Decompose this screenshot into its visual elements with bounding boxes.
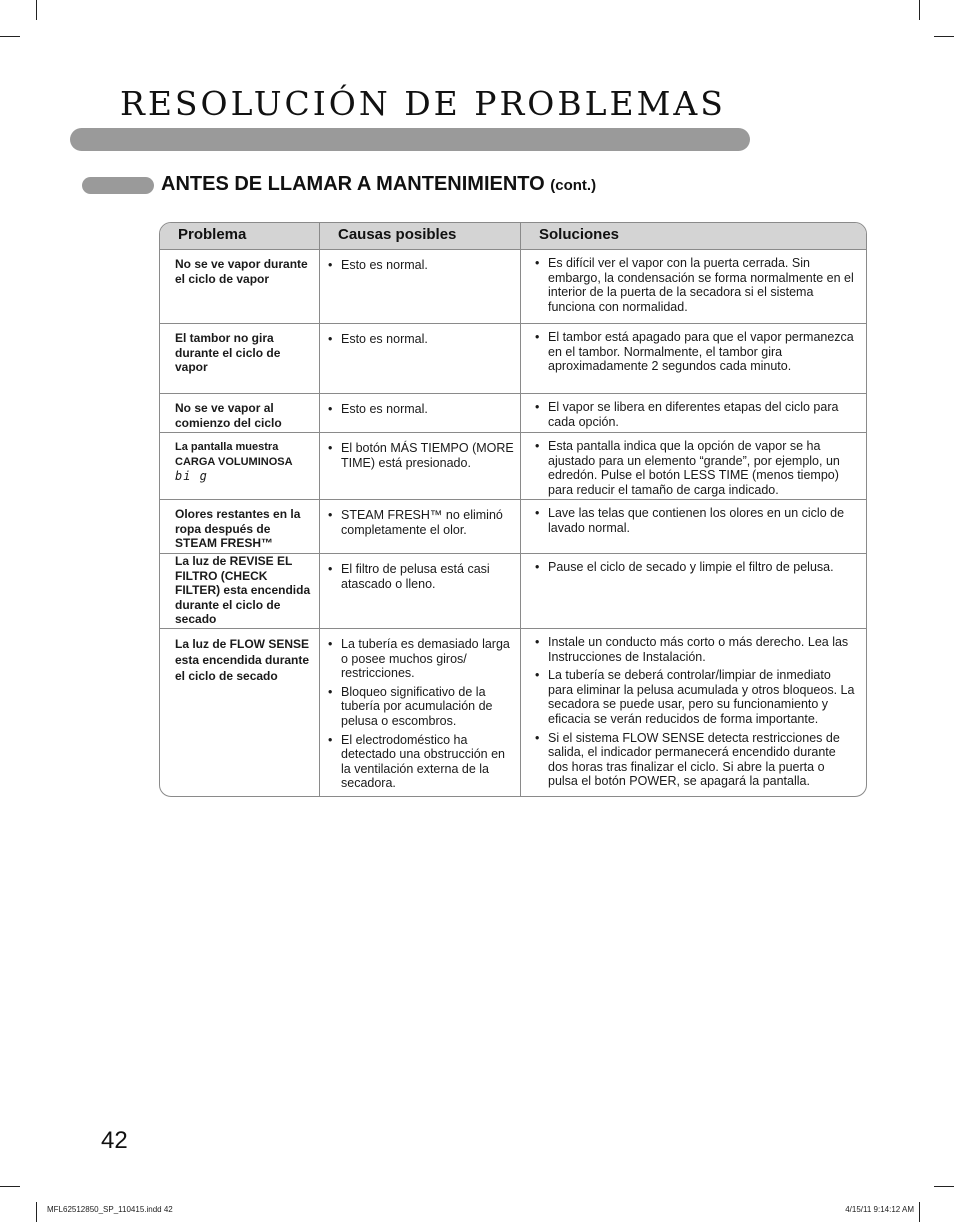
- section-heading-suffix: (cont.): [550, 177, 597, 194]
- causes-cell: [320, 554, 521, 628]
- causes-cell: [320, 324, 521, 393]
- problem-cell: [160, 629, 320, 796]
- crop-mark: [919, 1202, 920, 1222]
- header-problem: Problema: [160, 223, 320, 249]
- section-heading-text: ANTES DE LLAMAR A MANTENIMIENTO: [161, 173, 545, 195]
- solutions-cell: [521, 250, 866, 323]
- problem-text: No se ve vapor al comienzo del ciclo: [175, 401, 282, 430]
- cause-item: • La tubería es demasiado larga o posee muchos giros/ restricciones.: [327, 637, 514, 681]
- cause-item: • Bloqueo significativo de la tubería por acumulación de pelusa o escombros.: [327, 685, 514, 729]
- table-row: [160, 499, 866, 553]
- solutions-cell: [521, 433, 866, 499]
- cause-item: • Esto es normal.: [327, 332, 514, 347]
- solutions-cell: [521, 500, 866, 553]
- solutions-cell: [521, 394, 866, 432]
- cause-item: • El filtro de pelusa está casi atascado o lleno.: [327, 562, 514, 591]
- footer-file-info: MFL62512850_SP_110415.indd 42: [47, 1205, 173, 1214]
- problem-cell: [160, 250, 320, 323]
- display-readout: bi g: [175, 469, 208, 483]
- table-row: [160, 432, 866, 499]
- problem-cell: [160, 433, 320, 499]
- solution-item: • Pause el ciclo de secado y limpie el filtro de pelusa.: [534, 560, 856, 575]
- solution-item: • Lave las telas que contienen los olores en un ciclo de lavado normal.: [534, 506, 856, 535]
- crop-mark: [0, 36, 20, 37]
- problem-text: El tambor no gira durante el ciclo de vapor: [175, 331, 281, 374]
- cause-item: • Esto es normal.: [327, 258, 514, 273]
- table-header-row: [160, 223, 866, 249]
- problem-text: La luz de REVISE EL FILTRO (CHECK FILTER) esta encendida durante el ciclo de secado: [175, 554, 311, 626]
- cause-item: • STEAM FRESH™ no eliminó completamente el olor.: [327, 508, 514, 537]
- cause-item: • El electrodoméstico ha detectado una obstrucción en la ventilación externa de la secadora.: [327, 733, 514, 791]
- solution-item: • Instale un conducto más corto o más derecho. Lea las Instrucciones de Instalación.: [534, 635, 856, 664]
- crop-mark: [0, 1186, 20, 1187]
- table-row: [160, 393, 866, 432]
- page-title: RESOLUCIÓN DE PROBLEMAS: [120, 84, 726, 123]
- crop-mark: [36, 0, 37, 20]
- causes-cell: [320, 250, 521, 323]
- crop-mark: [919, 0, 920, 20]
- solution-item: • El vapor se libera en diferentes etapas del ciclo para cada opción.: [534, 400, 856, 429]
- solution-item: • La tubería se deberá controlar/limpiar de inmediato para eliminar la pelusa acumulada y otros bloqueos. La secadora se puede usar, pero su funcionamiento y eficacia se verán reducidos de forma importante.: [534, 668, 856, 726]
- crop-mark: [934, 36, 954, 37]
- section-marker-pill: [82, 177, 154, 194]
- table-row: [160, 249, 866, 323]
- causes-cell: [320, 394, 521, 432]
- section-heading: [161, 173, 596, 196]
- title-underline-bar: [70, 128, 750, 151]
- header-solutions: Soluciones: [539, 226, 620, 243]
- causes-cell: [320, 500, 521, 553]
- troubleshooting-table: [159, 222, 867, 797]
- problem-text: La luz de FLOW SENSE esta encendida durante el ciclo de secado: [175, 637, 310, 683]
- solution-item: • Esta pantalla indica que la opción de vapor se ha ajustado para un elemento “grande”, por ejemplo, un edredón. Pulse el botón LESS TIME (menos tiempo) para reducir el tamaño de carga indicado.: [534, 439, 856, 497]
- solution-item: • Si el sistema FLOW SENSE detecta restricciones de salida, el indicador permanecerá encendido durante dos horas tras finalizar el ciclo. Si abre la puerta o pulsa el botón POWER, se apagará la pantalla.: [534, 731, 856, 789]
- footer-timestamp: 4/15/11 9:14:12 AM: [845, 1205, 914, 1214]
- crop-mark: [934, 1186, 954, 1187]
- crop-mark: [36, 1202, 37, 1222]
- solution-item: • El tambor está apagado para que el vapor permanezca en el tambor. Normalmente, el tambor gira aproximadamente 2 segundos cada minuto.: [534, 330, 856, 374]
- problem-cell: [160, 394, 320, 432]
- solution-item: • Es difícil ver el vapor con la puerta cerrada. Sin embargo, la condensación se forma normalmente en el interior de la puerta de la secadora si el sistema funciona con normalidad.: [534, 256, 856, 314]
- table-row: [160, 628, 866, 796]
- problem-text: Olores restantes en la ropa después de STEAM FRESH™: [175, 507, 301, 550]
- problem-cell: [160, 500, 320, 553]
- problem-text: No se ve vapor durante el ciclo de vapor: [175, 257, 308, 286]
- causes-cell: [320, 629, 521, 796]
- problem-text-line2: CARGA VOLUMINOSA: [175, 455, 293, 468]
- cause-item: • Esto es normal.: [327, 402, 514, 417]
- problem-text: La pantalla muestra: [175, 441, 279, 453]
- cause-item: • El botón MÁS TIEMPO (MORE TIME) está presionado.: [327, 441, 514, 470]
- problem-cell: [160, 554, 320, 628]
- page-number: 42: [101, 1127, 128, 1154]
- table-row: [160, 323, 866, 393]
- table-row: [160, 553, 866, 628]
- solutions-cell: [521, 554, 866, 628]
- header-causes: Causas posibles: [320, 223, 521, 249]
- solutions-cell: [521, 324, 866, 393]
- solutions-cell: [521, 629, 866, 796]
- causes-cell: [320, 433, 521, 499]
- problem-cell: [160, 324, 320, 393]
